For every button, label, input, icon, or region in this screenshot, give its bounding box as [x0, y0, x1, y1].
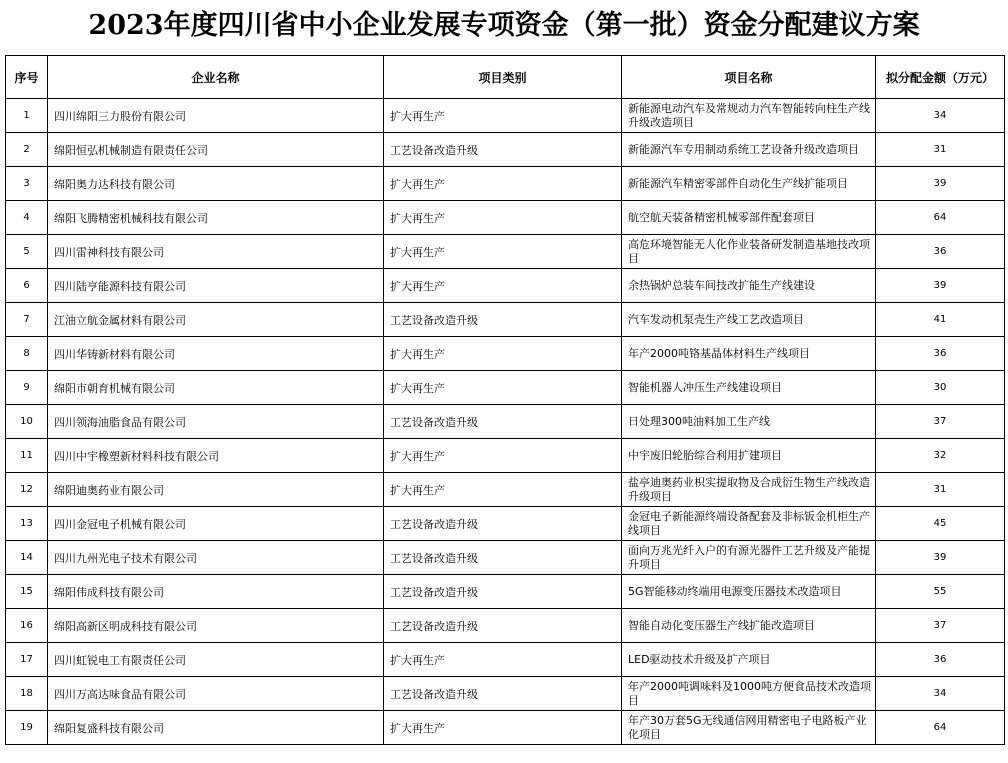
- cell-project: 盐亭迪奥药业枳实提取物及合成衍生物生产线改造升级项目: [622, 473, 876, 507]
- cell-project: 中宇废旧轮胎综合利用扩建项目: [622, 439, 876, 473]
- cell-project: 智能机器人冲压生产线建设项目: [622, 371, 876, 405]
- cell-amount: 34: [876, 677, 1005, 711]
- cell-project: 新能源电动汽车及常规动力汽车智能转向柱生产线升级改造项目: [622, 99, 876, 133]
- cell-category: 工艺设备改造升级: [384, 133, 622, 167]
- header-seq: 序号: [6, 56, 48, 99]
- cell-project: 余热锅炉总装车间技改扩能生产线建设: [622, 269, 876, 303]
- header-category: 项目类别: [384, 56, 622, 99]
- cell-seq: 2: [6, 133, 48, 167]
- cell-project: 新能源汽车专用制动系统工艺设备升级改造项目: [622, 133, 876, 167]
- cell-company: 四川万高达味食品有限公司: [48, 677, 384, 711]
- table-row: [6, 507, 1005, 541]
- table-row: [6, 371, 1005, 405]
- cell-seq: 15: [6, 575, 48, 609]
- cell-seq: 16: [6, 609, 48, 643]
- cell-seq: 4: [6, 201, 48, 235]
- table-row: [6, 303, 1005, 337]
- cell-project: LED驱动技术升级及扩产项目: [622, 643, 876, 677]
- cell-amount: 39: [876, 269, 1005, 303]
- cell-company: 绵阳市朝育机械有限公司: [48, 371, 384, 405]
- cell-amount: 64: [876, 201, 1005, 235]
- cell-category: 扩大再生产: [384, 167, 622, 201]
- cell-amount: 37: [876, 405, 1005, 439]
- cell-project: 年产2000吨铬基晶体材料生产线项目: [622, 337, 876, 371]
- table-header-row: [6, 56, 1005, 99]
- table-row: [6, 609, 1005, 643]
- cell-category: 工艺设备改造升级: [384, 507, 622, 541]
- cell-seq: 6: [6, 269, 48, 303]
- cell-amount: 39: [876, 167, 1005, 201]
- cell-seq: 9: [6, 371, 48, 405]
- table-row: [6, 167, 1005, 201]
- cell-seq: 8: [6, 337, 48, 371]
- cell-amount: 31: [876, 473, 1005, 507]
- cell-category: 扩大再生产: [384, 337, 622, 371]
- table-row: [6, 269, 1005, 303]
- table-body: [6, 99, 1005, 745]
- cell-company: 四川虹锐电工有限责任公司: [48, 643, 384, 677]
- table-row: [6, 677, 1005, 711]
- cell-company: 四川绵阳三力股份有限公司: [48, 99, 384, 133]
- cell-company: 绵阳复盛科技有限公司: [48, 711, 384, 745]
- cell-amount: 36: [876, 337, 1005, 371]
- cell-project: 汽车发动机泵壳生产线工艺改造项目: [622, 303, 876, 337]
- cell-category: 工艺设备改造升级: [384, 541, 622, 575]
- cell-project: 年产30万套5G无线通信网用精密电子电路板产业化项目: [622, 711, 876, 745]
- table-row: [6, 711, 1005, 745]
- cell-category: 扩大再生产: [384, 643, 622, 677]
- cell-project: 高危环境智能无人化作业装备研发制造基地技改项目: [622, 235, 876, 269]
- cell-category: 扩大再生产: [384, 99, 622, 133]
- cell-category: 工艺设备改造升级: [384, 303, 622, 337]
- cell-category: 扩大再生产: [384, 711, 622, 745]
- cell-category: 工艺设备改造升级: [384, 609, 622, 643]
- cell-amount: 32: [876, 439, 1005, 473]
- cell-company: 绵阳迪奥药业有限公司: [48, 473, 384, 507]
- cell-amount: 36: [876, 235, 1005, 269]
- table-row: [6, 541, 1005, 575]
- cell-amount: 34: [876, 99, 1005, 133]
- cell-amount: 55: [876, 575, 1005, 609]
- cell-category: 扩大再生产: [384, 439, 622, 473]
- cell-company: 四川金冠电子机械有限公司: [48, 507, 384, 541]
- cell-seq: 11: [6, 439, 48, 473]
- cell-amount: 64: [876, 711, 1005, 745]
- cell-seq: 13: [6, 507, 48, 541]
- cell-category: 工艺设备改造升级: [384, 575, 622, 609]
- table-row: [6, 575, 1005, 609]
- table-row: [6, 337, 1005, 371]
- cell-seq: 17: [6, 643, 48, 677]
- header-company: 企业名称: [48, 56, 384, 99]
- cell-company: 绵阳飞腾精密机械科技有限公司: [48, 201, 384, 235]
- cell-project: 日处理300吨油料加工生产线: [622, 405, 876, 439]
- cell-project: 面向万兆光纤入户的有源光器件工艺升级及产能提升项目: [622, 541, 876, 575]
- cell-project: 新能源汽车精密零部件自动化生产线扩能项目: [622, 167, 876, 201]
- cell-seq: 3: [6, 167, 48, 201]
- cell-amount: 37: [876, 609, 1005, 643]
- table-row: [6, 405, 1005, 439]
- cell-project: 5G智能移动终端用电源变压器技术改造项目: [622, 575, 876, 609]
- cell-seq: 14: [6, 541, 48, 575]
- table-row: [6, 643, 1005, 677]
- cell-seq: 12: [6, 473, 48, 507]
- allocation-table: [5, 55, 1005, 745]
- cell-company: 绵阳恒弘机械制造有限责任公司: [48, 133, 384, 167]
- cell-amount: 41: [876, 303, 1005, 337]
- cell-seq: 5: [6, 235, 48, 269]
- cell-company: 四川陆亨能源科技有限公司: [48, 269, 384, 303]
- cell-company: 四川领海油脂食品有限公司: [48, 405, 384, 439]
- page-title: 2023年度四川省中小企业发展专项资金（第一批）资金分配建议方案: [88, 10, 920, 41]
- cell-category: 扩大再生产: [384, 371, 622, 405]
- cell-company: 四川雷神科技有限公司: [48, 235, 384, 269]
- header-amount: 拟分配金额（万元）: [876, 56, 1005, 99]
- cell-category: 工艺设备改造升级: [384, 405, 622, 439]
- cell-seq: 1: [6, 99, 48, 133]
- table-row: [6, 235, 1005, 269]
- cell-company: 绵阳伟成科技有限公司: [48, 575, 384, 609]
- cell-seq: 7: [6, 303, 48, 337]
- cell-seq: 18: [6, 677, 48, 711]
- cell-project: 智能自动化变压器生产线扩能改造项目: [622, 609, 876, 643]
- cell-company: 四川中宇橡塑新材料科技有限公司: [48, 439, 384, 473]
- cell-company: 江油立航金属材料有限公司: [48, 303, 384, 337]
- cell-category: 工艺设备改造升级: [384, 677, 622, 711]
- cell-company: 四川九州光电子技术有限公司: [48, 541, 384, 575]
- cell-project: 年产2000吨调味料及1000吨方便食品技术改造项目: [622, 677, 876, 711]
- cell-category: 扩大再生产: [384, 473, 622, 507]
- cell-project: 航空航天装备精密机械零部件配套项目: [622, 201, 876, 235]
- cell-category: 扩大再生产: [384, 235, 622, 269]
- cell-project: 金冠电子新能源终端设备配套及非标钣金机柜生产线项目: [622, 507, 876, 541]
- table-row: [6, 201, 1005, 235]
- cell-company: 绵阳奥力达科技有限公司: [48, 167, 384, 201]
- cell-amount: 36: [876, 643, 1005, 677]
- table-row: [6, 133, 1005, 167]
- cell-category: 扩大再生产: [384, 201, 622, 235]
- cell-amount: 30: [876, 371, 1005, 405]
- table-row: [6, 439, 1005, 473]
- header-project: 项目名称: [622, 56, 876, 99]
- table-row: [6, 473, 1005, 507]
- cell-seq: 10: [6, 405, 48, 439]
- cell-amount: 39: [876, 541, 1005, 575]
- cell-amount: 31: [876, 133, 1005, 167]
- cell-company: 四川华铸新材料有限公司: [48, 337, 384, 371]
- cell-amount: 45: [876, 507, 1005, 541]
- cell-seq: 19: [6, 711, 48, 745]
- cell-category: 扩大再生产: [384, 269, 622, 303]
- cell-company: 绵阳高新区明成科技有限公司: [48, 609, 384, 643]
- table-row: [6, 99, 1005, 133]
